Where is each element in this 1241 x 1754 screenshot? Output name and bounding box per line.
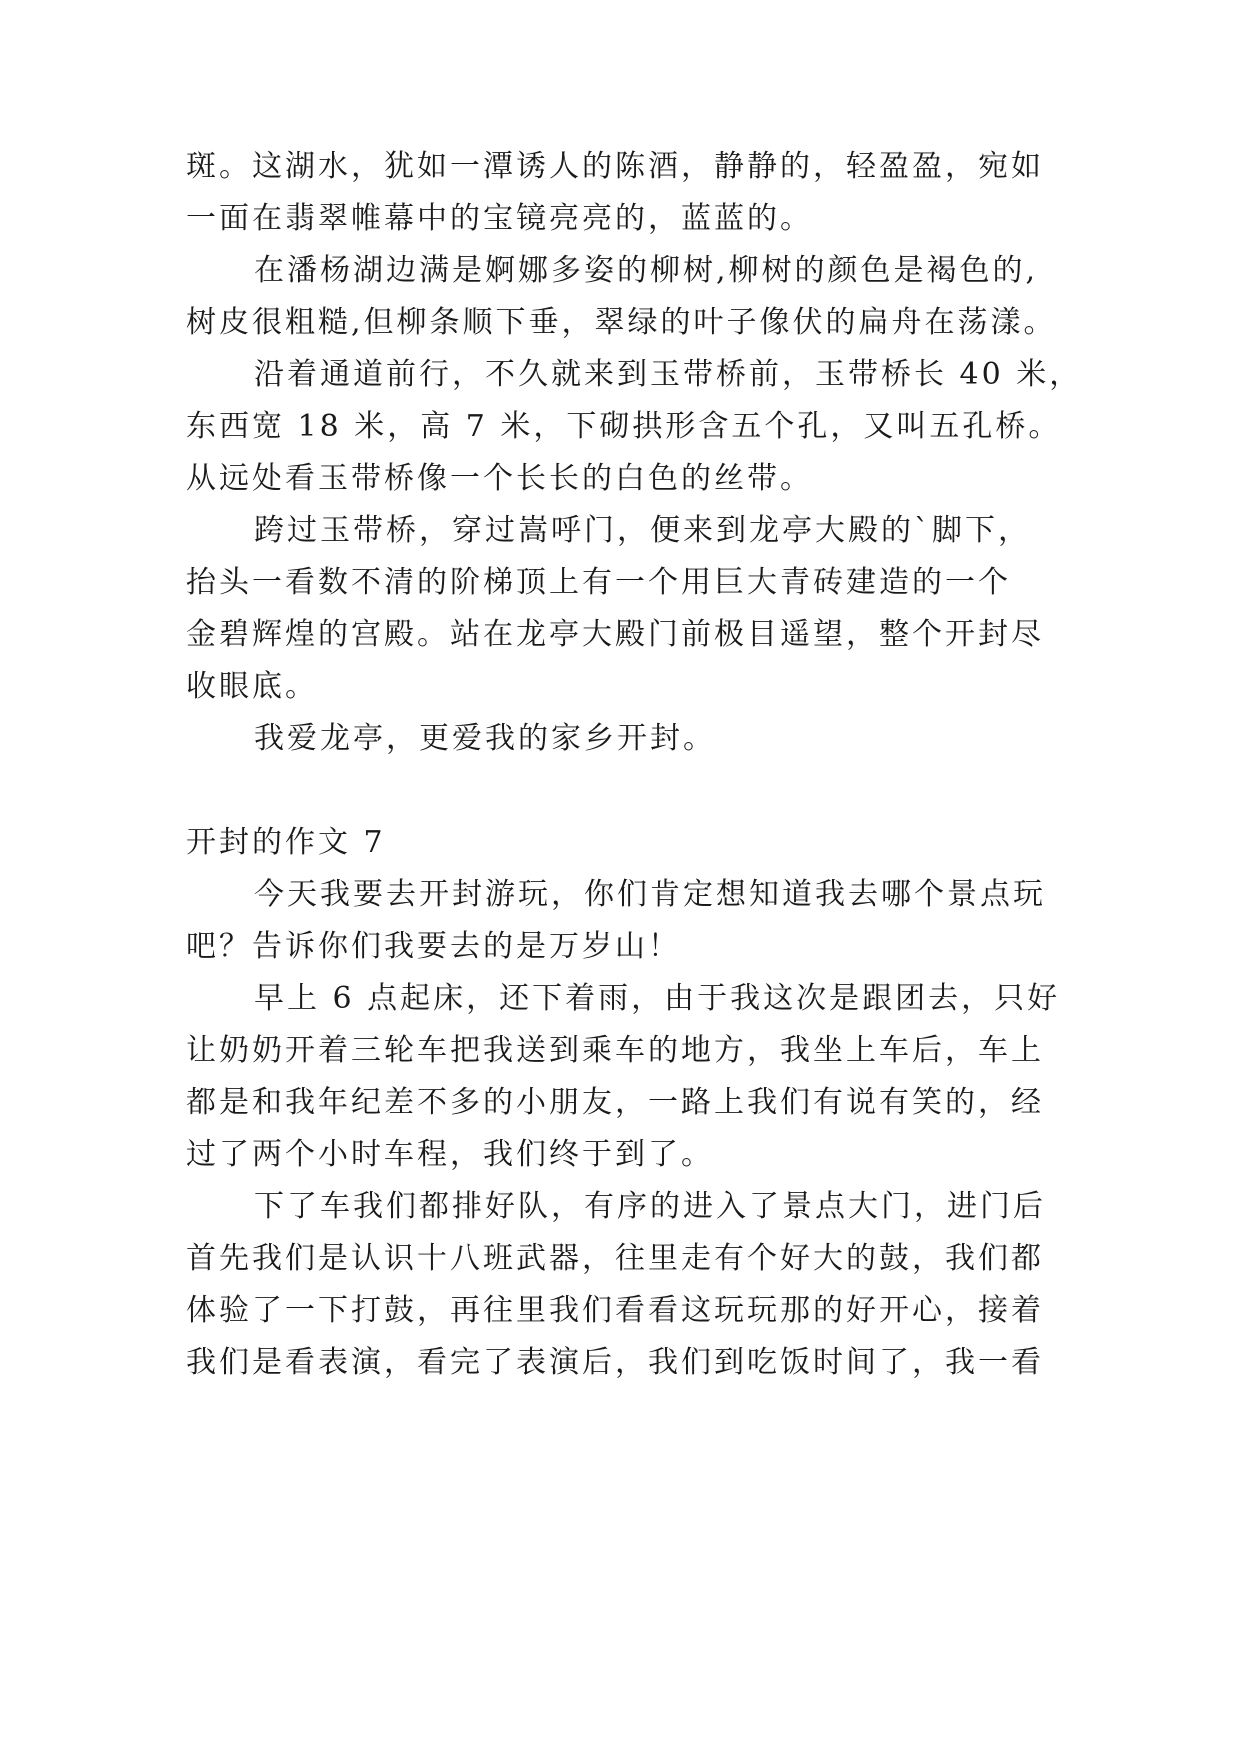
paragraph-start-line: 我爱龙亭，更爱我的家乡开封。: [254, 721, 716, 756]
paragraph-start-line: 今天我要去开封游玩，你们肯定想知道我去哪个景点玩: [254, 877, 1046, 912]
text-line: 都是和我年纪差不多的小朋友，一路上我们有说有笑的，经: [186, 1085, 1044, 1120]
text-line: 金碧辉煌的宫殿。站在龙亭大殿门前极目遥望，整个开封尽: [186, 617, 1044, 652]
paragraph-start-line: 在潘杨湖边满是婀娜多姿的柳树,柳树的颜色是褐色的,: [254, 253, 1039, 288]
text-line: 过了两个小时车程，我们终于到了。: [186, 1137, 714, 1172]
text-line: 我们是看表演，看完了表演后，我们到吃饭时间了，我一看: [186, 1345, 1044, 1380]
text-line: 收眼底。: [186, 669, 318, 704]
text-line: 抬头一看数不清的阶梯顶上有一个用巨大青砖建造的一个: [186, 565, 1011, 600]
paragraph-start-line: 早上 6 点起床，还下着雨，由于我这次是跟团去，只好: [254, 981, 1061, 1016]
paragraph-start-line: 沿着通道前行，不久就来到玉带桥前，玉带桥长 40 米，: [254, 357, 1083, 392]
text-line: 体验了一下打鼓，再往里我们看看这玩玩那的好开心，接着: [186, 1293, 1044, 1328]
text-line: 吧？告诉你们我要去的是万岁山！: [186, 929, 681, 964]
text-line: 从远处看玉带桥像一个长长的白色的丝带。: [186, 461, 813, 496]
paragraph-start-line: 跨过玉带桥，穿过嵩呼门，便来到龙亭大殿的`脚下，: [254, 513, 1031, 548]
section-heading: 开封的作文 7: [186, 825, 386, 860]
text-line: 一面在翡翠帷幕中的宝镜亮亮的，蓝蓝的。: [186, 201, 813, 236]
text-line: 斑。这湖水，犹如一潭诱人的陈酒，静静的，轻盈盈，宛如: [186, 149, 1044, 184]
text-line: 树皮很粗糙,但柳条顺下垂，翠绿的叶子像伏的扁舟在荡漾。: [186, 305, 1057, 340]
text-line: 东西宽 18 米，高 7 米，下砌拱形含五个孔，又叫五孔桥。: [186, 409, 1062, 444]
text-line: 首先我们是认识十八班武器，往里走有个好大的鼓，我们都: [186, 1241, 1044, 1276]
paragraph-start-line: 下了车我们都排好队，有序的进入了景点大门，进门后: [254, 1189, 1046, 1224]
text-line: 让奶奶开着三轮车把我送到乘车的地方，我坐上车后，车上: [186, 1033, 1044, 1068]
